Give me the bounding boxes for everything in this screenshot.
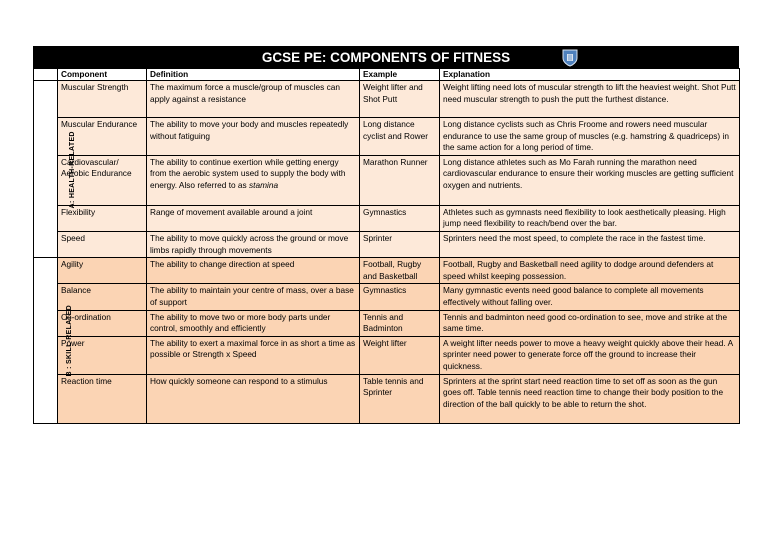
- table-row: [34, 284, 740, 310]
- components-table: [33, 68, 740, 424]
- component-text: Reaction time: [61, 375, 112, 386]
- definition-text: Range of movement available around a joint: [150, 206, 313, 217]
- example-text: Sprinter: [363, 232, 393, 243]
- cell-example: [360, 310, 440, 336]
- table-row: [34, 81, 740, 118]
- cell-component: [58, 231, 147, 257]
- table-row: [34, 118, 740, 156]
- table-row: [34, 155, 740, 205]
- definition-text: The ability to change direction at speed: [150, 259, 295, 270]
- cell-explanation: [440, 231, 740, 257]
- cell-definition: [147, 231, 360, 257]
- cell-component: [58, 205, 147, 231]
- explanation-text: Many gymnastic events need good balance to complete all movements effectively without falling over.: [443, 285, 704, 307]
- explanation-text: A weight lifter needs power to move a heavy weight quickly above their head. A sprinter need power to generate force off the ground to increase their quickness.: [443, 337, 733, 371]
- cell-component: [58, 81, 147, 118]
- example-text: Weight lifter and Shot Putt: [363, 82, 423, 104]
- component-text: Agility: [61, 259, 84, 270]
- definition-text: The ability to move quickly across the ground or move limbs rapidly through movements: [150, 232, 349, 255]
- cell-definition: [147, 155, 360, 205]
- definition-text: The ability to move your body and muscles repeatedly without fatiguing: [150, 119, 349, 141]
- explanation-text: Sprinters need the most speed, to complete the race in the fastest time.: [443, 232, 706, 243]
- table-row: [34, 231, 740, 257]
- definition-text: How quickly someone can respond to a stimulus: [150, 375, 328, 386]
- cell-example: [360, 336, 440, 374]
- table-row: [34, 205, 740, 231]
- component-text: Balance: [61, 285, 91, 296]
- cell-explanation: [440, 81, 740, 118]
- explanation-text: Tennis and badminton need good co-ordination to see, move and strike at the same time.: [443, 311, 728, 334]
- example-text: Long distance cyclist and Rower: [363, 119, 429, 141]
- explanation-text: Football, Rugby and Basketball need agility to dodge around defenders at speed whilst keeping possession.: [443, 259, 714, 281]
- component-text: Co-ordination: [61, 311, 111, 322]
- example-text: Football, Rugby and Basketball: [363, 259, 422, 281]
- cell-example: [360, 205, 440, 231]
- component-text: Speed: [61, 232, 85, 243]
- section-label-text: B : SKILL-RELATED: [65, 305, 73, 377]
- header-definition: Definition: [147, 69, 360, 81]
- definition-text: The ability to move two or more body parts under control, smoothly and efficiently: [150, 311, 331, 334]
- explanation-text: Long distance cyclists such as Chris Froome and rowers need muscular endurance to use the same group of muscles (e.g. hamstring & quadriceps) in the same action for a long period of time.: [443, 119, 729, 153]
- cell-explanation: [440, 155, 740, 205]
- component-text: Muscular Endurance: [61, 119, 138, 129]
- definition-text: The ability to continue exertion while getting energy from the aerobic system used to supply the body with energy. Also referred to as: [150, 156, 346, 190]
- example-text: Tennis and Badminton: [363, 311, 404, 334]
- explanation-text: Long distance athletes such as Mo Farah running the marathon need cardiovascular endurance to ensure their working muscles are getting sufficient oxygen and nutrients.: [443, 156, 734, 190]
- cell-explanation: [440, 205, 740, 231]
- example-text: Gymnastics: [363, 285, 407, 296]
- header-explanation: Explanation: [440, 69, 740, 81]
- cell-explanation: [440, 336, 740, 374]
- cell-example: [360, 231, 440, 257]
- cell-explanation: [440, 374, 740, 423]
- example-text: Gymnastics: [363, 206, 407, 217]
- table-row: [34, 258, 740, 284]
- definition-emphasis: stamina: [249, 179, 279, 190]
- page-title: GCSE PE: COMPONENTS OF FITNESS: [261, 50, 511, 65]
- cell-definition: [147, 205, 360, 231]
- cell-example: [360, 258, 440, 284]
- cell-definition: [147, 284, 360, 310]
- cell-example: [360, 81, 440, 118]
- component-text: Power: [61, 337, 85, 348]
- cell-explanation: [440, 118, 740, 156]
- cell-definition: [147, 118, 360, 156]
- header-example: Example: [360, 69, 440, 81]
- header-row: [34, 69, 740, 81]
- cell-example: [360, 284, 440, 310]
- title-bar: [33, 46, 739, 68]
- cell-explanation: [440, 310, 740, 336]
- cell-definition: [147, 310, 360, 336]
- component-text: Muscular Strength: [61, 82, 129, 92]
- component-text: Flexibility: [61, 206, 96, 217]
- cell-component: [58, 258, 147, 284]
- cell-definition: [147, 374, 360, 423]
- header-corner: [34, 69, 58, 81]
- section-label-text: A: HEALTH-RELATED: [68, 130, 76, 209]
- school-crest-icon: [562, 49, 578, 67]
- cell-explanation: [440, 258, 740, 284]
- definition-text: The ability to maintain your centre of mass, over a base of support: [150, 285, 354, 307]
- table-row: [34, 336, 740, 374]
- cell-explanation: [440, 284, 740, 310]
- example-text: Marathon Runner: [363, 156, 428, 167]
- definition-text: The maximum force a muscle/group of muscles can apply against a resistance: [150, 82, 340, 104]
- cell-example: [360, 155, 440, 205]
- explanation-text: Sprinters at the sprint start need reaction time to set off as soon as the gun goes off. Table tennis need reaction time to change their body position to the direction of the ball quickly to be able to return the shot.: [443, 375, 724, 409]
- explanation-text: Athletes such as gymnasts need flexibility to look aesthetically pleasing. High jump need flexibility to reach/bend over the bar.: [443, 206, 726, 229]
- header-component: Component: [58, 69, 147, 81]
- explanation-text: Weight lifting need lots of muscular strength to lift the heaviest weight. Shot Putt need muscular strength to push the putt the furthest distance.: [443, 82, 736, 104]
- cell-example: [360, 374, 440, 423]
- cell-component: [58, 374, 147, 423]
- example-text: Weight lifter: [363, 337, 407, 348]
- table-row: [34, 310, 740, 336]
- component-text: Cardiovascular/ Aerobic Endurance: [61, 156, 132, 179]
- table-row: [34, 374, 740, 423]
- cell-definition: [147, 336, 360, 374]
- cell-example: [360, 118, 440, 156]
- cell-definition: [147, 258, 360, 284]
- fitness-sheet: [33, 46, 739, 424]
- definition-text: The ability to exert a maximal force in as short a time as possible or Strength x Speed: [150, 337, 356, 360]
- cell-definition: [147, 81, 360, 118]
- example-text: Table tennis and Sprinter: [363, 375, 424, 398]
